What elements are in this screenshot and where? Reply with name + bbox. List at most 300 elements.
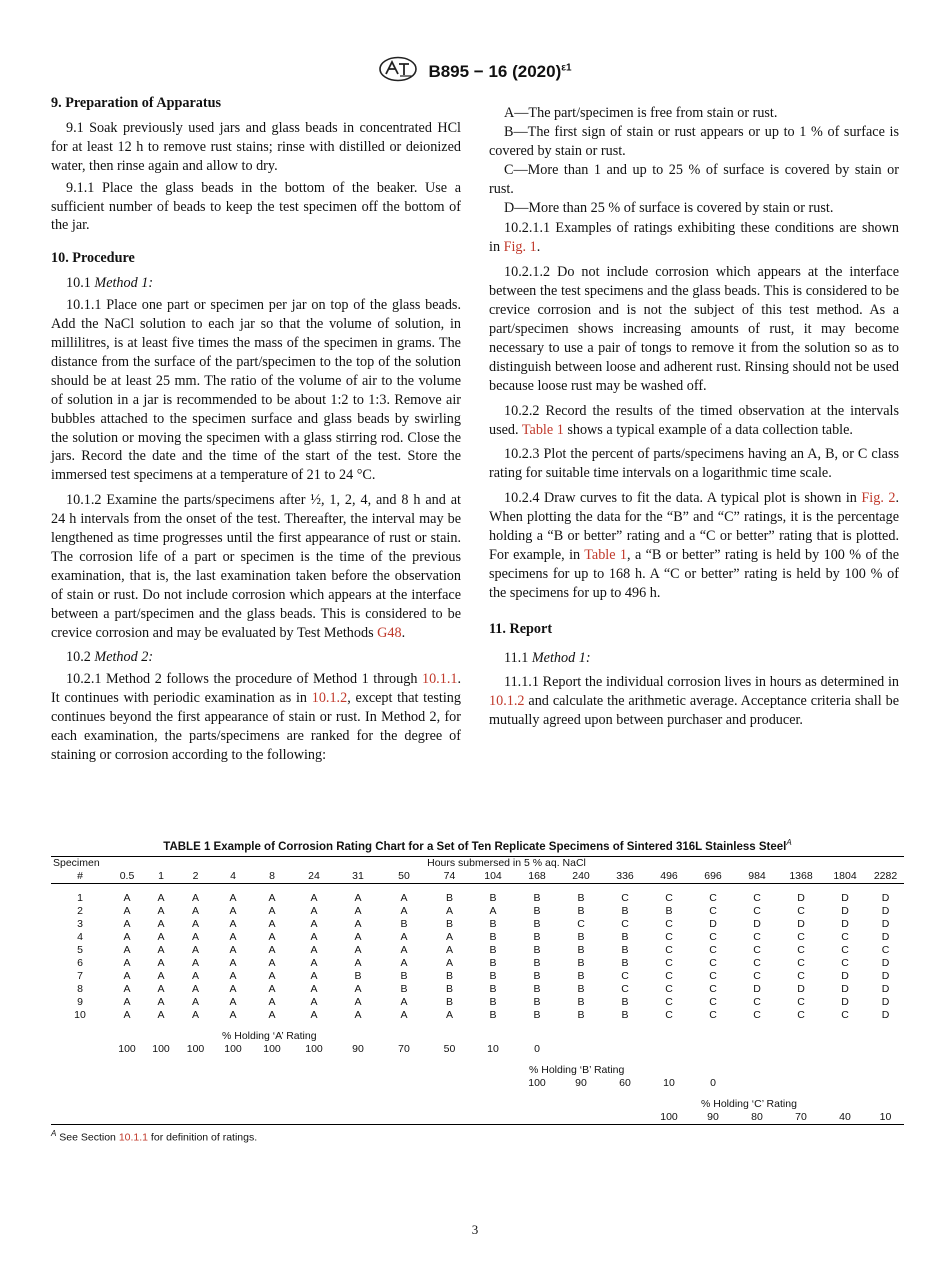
rating-cell: B [621,995,629,1008]
rating-cell: A [229,904,237,917]
holding-c-label-row [51,1098,904,1111]
rating-cell: C [665,956,673,969]
table-spacer [51,1022,904,1030]
rating-cell: B [489,1008,497,1021]
rating-cell: D [841,982,849,995]
rating-cell: A [229,917,237,930]
table-row [51,892,904,905]
rating-cell: B [577,943,585,956]
hours-col-header: 336 [603,870,647,884]
hours-header: Hours submersed in 5 % aq. NaCl [109,856,904,870]
rating-cell: C [665,969,673,982]
hours-col-header: 50 [380,870,428,884]
rating-cell: A [157,930,165,943]
spacer-cell [51,1022,904,1030]
rating-cell: B [533,891,541,904]
rating-cell: A [191,930,199,943]
rating-cell: C [665,891,673,904]
rating-cell: A [354,904,362,917]
para-10-1-2: 10.1.2 Examine the parts/specimens after ½, 1, 2, 4, and 8 h and at 24 h intervals from the onset of the test. Thereafter, the interval may be lengthened as time progresses until the first appearance of rust or stain. The corrosion life of a part or specimen is the time of the previous examination, that is, the last examination taken before the observation of stain or rust. Do not include corrosion which appears at the interface between a part/specimen and the glass beads. This is considered to be crevice corrosion and may be evaluated by Test Methods G48. [51,492,461,641]
para-10-1-1: 10.1.1 Place one part or specimen per jar on top of the glass beads. Add the NaCl solution to each jar so that the volume of solution, in millilitres, is at least five times the mass of the specimen in grams. The distance from the surface of the part/specimen to the top of the solution should be at least 25 mm. The ratio of the volume of air to the volume of solution in a jar is recommended to be about 1:2 to 1:3. Remove air bubbles attached to the specimen surface and glass beads by swirling the solution or moving the specimen with a glass stirring rod. Close the jars. Record the date and the time of the start of the test. Store the immersed test specimens at a temperature of 21 to 24 °C. [51,297,461,484]
hours-col-header: 984 [735,870,779,884]
rating-cell: C [665,1008,673,1021]
rating-cell: A [354,982,362,995]
rating-cell: A [400,943,408,956]
holding-b-value: 100 [528,1076,546,1089]
holding-a-value: 70 [398,1042,410,1055]
rating-cell: B [489,982,497,995]
hours-col-header: 8 [252,870,292,884]
rating-cell: A [400,995,408,1008]
rating-cell: A [445,1008,453,1021]
rating-cell: A [268,943,276,956]
table-row [51,996,904,1009]
rating-cell: D [881,969,890,982]
specimen-number: 7 [77,969,83,982]
rating-cell: B [533,1008,541,1021]
specimen-col-header: Specimen [51,856,109,870]
rating-cell: B [489,891,497,904]
specimen-number: 5 [77,943,83,956]
rating-cell: D [881,982,890,995]
rating-cell: A [268,917,276,930]
rating-a: A—The part/specimen is free from stain or rust. [504,105,778,121]
hours-col-header: 104 [471,870,515,884]
rating-cell: A [191,904,199,917]
hours-col-header: 2282 [867,870,904,884]
rating-cell: C [753,1008,761,1021]
rating-cell: B [489,995,497,1008]
rating-cell: A [310,969,318,982]
para-10-2-2: 10.2.2 Record the results of the timed observation at the intervals used. Table 1 shows a typical example of a data collection table. [489,402,899,438]
rating-cell: A [354,930,362,943]
rating-cell: A [191,982,199,995]
para-11-1-1: 11.1.1 Report the individual corrosion lives in hours as determined in 10.1.2 and calculate the arithmetic average. Acceptance criteria shall be mutually agreed upon between purchaser and producer. [489,674,899,729]
rating-cell: B [489,969,497,982]
table-row [51,1009,904,1022]
rating-cell: D [881,891,890,904]
rating-cell: A [157,1008,165,1021]
rating-cell: C [797,1008,805,1021]
rating-cell: A [310,930,318,943]
holding-c-value: 70 [779,1111,823,1125]
spacer-cell [51,1056,904,1064]
rating-cell: C [753,956,761,969]
hours-col-header: 24 [292,870,336,884]
hours-col-header: 496 [647,870,691,884]
table-row [51,944,904,957]
rating-cell: C [709,1008,717,1021]
rating-cell: C [709,982,717,995]
rating-cell: A [445,956,453,969]
holding-a-label: % Holding ‘A’ Rating [222,1029,317,1042]
section-9-title: 9. Preparation of Apparatus [51,95,221,111]
empty-cell [51,1111,647,1125]
specimen-number: 8 [77,982,83,995]
spacer-cell [51,883,904,892]
holding-b-value: 0 [710,1076,716,1089]
ref-10-1-2-link-2[interactable]: 10.1.2 [489,693,525,710]
rating-cell: A [123,891,131,904]
rating-cell: C [577,917,585,930]
specimen-number-header: # [51,870,109,884]
rating-cell: A [157,956,165,969]
rating-cell: C [665,943,673,956]
rating-cell: D [841,969,849,982]
rating-cell: A [123,995,131,1008]
rating-cell: A [229,1008,237,1021]
specimen-number: 10 [74,1008,86,1021]
rating-cell: D [881,904,890,917]
ref-10-1-1-link[interactable]: 10.1.1 [421,671,458,688]
holding-b-value: 10 [663,1076,675,1089]
ref-table1-link-2[interactable]: Table 1 [584,546,628,563]
rating-cell: D [797,917,805,930]
rating-cell: D [841,904,849,917]
empty-cell [51,1043,109,1056]
specimen-number: 9 [77,995,83,1008]
hours-col-header: 4 [214,870,252,884]
ref-fig1-link[interactable]: Fig. 1 [503,239,537,256]
specimen-number: 4 [77,930,83,943]
rating-cell: D [709,917,717,930]
empty-cell [51,1030,109,1043]
rating-cell: C [753,943,761,956]
rating-cell: A [400,930,408,943]
table-row [51,983,904,996]
rating-d: D—More than 25 % of surface is covered by stain or rust. [504,199,834,216]
rating-cell: A [400,891,408,904]
rating-cell: C [709,956,717,969]
table-spacer [51,1090,904,1098]
rating-cell: B [445,995,453,1008]
rating-cell: A [157,969,165,982]
rating-cell: B [577,956,585,969]
rating-cell: A [229,995,237,1008]
rating-cell: A [354,891,362,904]
para-10-2-4: 10.2.4 Draw curves to fit the data. A typical plot is shown in Fig. 2. When plotting the data for the “B” and “C” ratings, it is the percentage holding a “B or better” rating and a “C or better” rating that is plotted. For example, in Table 1, a “B or better” rating is held by 100 % of the specimens for up to 168 h. A “C or better” rating is held by 100 % of the specimens for up to 496 h. [489,490,899,601]
ref-fig2-link[interactable]: Fig. 2 [861,490,896,507]
rating-cell: C [841,1008,849,1021]
rating-cell: A [268,891,276,904]
rating-cell: A [229,956,237,969]
rating-cell: A [268,1008,276,1021]
rating-cell: C [709,904,717,917]
rating-cell: B [577,969,585,982]
holding-a-value: 90 [352,1042,364,1055]
rating-cell: C [753,904,761,917]
spacer-cell [51,1090,904,1098]
table-spacer [51,883,904,892]
hours-col-header: 1804 [823,870,867,884]
rating-cell: D [753,982,761,995]
rating-cell: A [354,995,362,1008]
specimen-number: 6 [77,956,83,969]
rating-cell: C [621,969,629,982]
rating-cell: A [157,995,165,1008]
rating-cell: B [400,982,408,995]
rating-cell: C [753,995,761,1008]
rating-cell: A [157,904,165,917]
holding-a-value: 100 [224,1042,242,1055]
rating-cell: D [881,930,890,943]
rating-cell: C [621,982,629,995]
table-spacer [51,1056,904,1064]
rating-cell: A [445,904,453,917]
empty-cell [735,1064,904,1077]
rating-cell: A [268,969,276,982]
hours-col-header: 240 [559,870,603,884]
rating-cell: A [229,930,237,943]
hours-col-header: 74 [428,870,471,884]
hours-col-header: 1 [145,870,177,884]
corrosion-rating-table [51,856,904,1125]
rating-cell: B [445,891,453,904]
rating-cell: C [709,930,717,943]
rating-cell: A [310,982,318,995]
holding-c-values-row [51,1111,904,1125]
empty-cell [735,1077,904,1090]
rating-cell: A [400,1008,408,1021]
rating-cell: D [841,917,849,930]
rating-cell: A [191,969,199,982]
specimen-number: 1 [77,891,83,904]
para-9-1: 9.1 Soak previously used jars and glass beads in concentrated HCl for at least 12 h to remove rust stains; rinse with distilled or deionized water, then rinse again and allow to dry. [51,119,461,174]
rating-cell: A [123,1008,131,1021]
para-10-2-1-2: 10.2.1.2 Do not include corrosion which appears at the interface between the test specimens and the glass beads. This is considered to be crevice corrosion and is not the subject of this test method. As a part/specimen shows increasing amounts of rust, it may become necessary to use a pair of tongs to remove it from the solution so as to distinguish between loose and adherent rust. Rinsing should not be used because loose rust may be washed off. [489,264,899,394]
rating-cell: A [157,943,165,956]
table-row [51,931,904,944]
rating-cell: A [123,982,131,995]
holding-a-value: 100 [186,1042,205,1055]
rating-cell: A [191,943,199,956]
rating-cell: A [229,891,237,904]
rating-cell: B [621,956,629,969]
rating-cell: A [400,956,408,969]
rating-cell: A [229,982,237,995]
rating-cell: B [445,917,453,930]
rating-cell: B [533,956,541,969]
rating-cell: B [533,917,541,930]
rating-cell: A [123,943,131,956]
holding-c-value: 10 [867,1111,904,1125]
hours-col-header: 2 [177,870,214,884]
holding-a-values-row [51,1043,904,1056]
table-row [51,970,904,983]
rating-cell: C [881,943,890,956]
holding-c-value: 80 [735,1111,779,1125]
epsilon-superscript: ε1 [561,61,572,73]
rating-cell: C [709,995,717,1008]
rating-cell: B [445,982,453,995]
rating-cell: A [123,956,131,969]
rating-cell: C [665,995,673,1008]
rating-cell: B [577,904,585,917]
holding-c-label: % Holding ‘C’ Rating [701,1097,797,1110]
rating-cell: A [123,930,131,943]
rating-cell: C [753,969,761,982]
rating-cell: A [489,904,497,917]
table-1 [51,838,904,1143]
rating-cell: D [881,917,890,930]
rating-cell: D [841,995,849,1008]
empty-cell [109,1030,214,1043]
holding-a-value: 0 [534,1042,540,1055]
page-number: 3 [471,1222,479,1237]
rating-cell: A [268,904,276,917]
rating-cell: A [445,930,453,943]
rating-cell: B [665,904,673,917]
rating-cell: A [123,969,131,982]
rating-cell: D [881,995,890,1008]
rating-cell: B [400,917,408,930]
holding-c-value: 100 [647,1111,691,1125]
para-11-1: 11.1 Method 1: [504,649,591,666]
rating-cell: A [310,1008,318,1021]
rating-cell: B [489,956,497,969]
rating-cell: B [533,982,541,995]
hours-col-header: 696 [691,870,735,884]
rating-cell: C [841,930,849,943]
rating-cell: D [881,956,890,969]
rating-cell: B [577,982,585,995]
rating-cell: A [229,943,237,956]
rating-cell: A [268,930,276,943]
empty-cell [428,1030,904,1043]
rating-cell: C [797,943,805,956]
rating-cell: B [533,943,541,956]
ref-10-1-1-footnote-link[interactable]: 10.1.1 [118,1131,149,1144]
holding-b-values-row [51,1077,904,1090]
holding-b-value: 90 [575,1076,587,1089]
rating-cell: A [354,1008,362,1021]
holding-a-value: 100 [263,1042,281,1055]
table-caption: TABLE 1 Example of Corrosion Rating Chart for a Set of Ten Replicate Specimens of Sintered 316L Stainless Steel$^A$ [163,838,792,853]
rating-cell: A [191,956,199,969]
rating-cell: B [621,904,629,917]
rating-cell: B [533,904,541,917]
rating-cell: A [191,1008,199,1021]
rating-cell: A [310,917,318,930]
rating-cell: A [268,982,276,995]
rating-cell: B [354,969,362,982]
para-10-2-1-1: 10.2.1.1 Examples of ratings exhibiting these conditions are shown in Fig. 1. [489,220,899,256]
rating-cell: A [310,995,318,1008]
rating-cell: B [621,943,629,956]
rating-cell: A [354,917,362,930]
table-row [51,957,904,970]
para-9-1-1: 9.1.1 Place the glass beads in the bottom of the beaker. Use a sufficient number of beads to keep the test specimen off the bottom of the jar. [51,179,461,234]
rating-cell: C [797,969,805,982]
rating-cell: A [354,956,362,969]
holding-c-value: 90 [691,1111,735,1125]
rating-cell: C [841,943,849,956]
rating-cell: C [753,891,761,904]
rating-cell: C [709,969,717,982]
astm-logo-icon [378,56,418,87]
holding-a-value: 100 [152,1042,170,1055]
rating-cell: D [841,891,849,904]
holding-a-value: 50 [443,1042,456,1055]
right-column [489,94,899,733]
rating-cell: B [621,930,629,943]
holding-b-label: % Holding ‘B’ Rating [529,1063,625,1076]
rating-cell: C [665,982,673,995]
ref-10-1-2-link[interactable]: 10.1.2 [311,690,348,707]
holding-a-value: 10 [487,1042,499,1055]
hours-col-header: 31 [336,870,380,884]
rating-cell: A [445,943,453,956]
rating-cell: C [797,995,805,1008]
rating-cell: C [621,917,629,930]
standard-designation: B895 − 16 $(2020)^{\varepsilon 1}$ [428,61,572,81]
rating-cell: B [400,969,408,982]
ref-g48-link[interactable]: G48 [377,624,402,641]
table-footnote: $^A$ See Section 10.1.1 for definition of ratings. [51,1128,258,1144]
rating-cell: B [577,1008,585,1021]
empty-cell [559,1043,904,1056]
rating-cell: C [709,891,717,904]
holding-a-value: 100 [305,1042,323,1055]
rating-cell: A [268,956,276,969]
holding-c-value: 40 [823,1111,867,1125]
rating-cell: A [191,891,199,904]
rating-cell: B [489,917,497,930]
holding-a-value: 100 [118,1042,136,1055]
hours-col-header: 168 [515,870,559,884]
rating-cell: A [400,904,408,917]
rating-cell: B [489,943,497,956]
section-11-title: 11. Report [489,620,553,637]
rating-cell: C [797,956,805,969]
rating-cell: B [577,930,585,943]
empty-cell [51,1098,691,1111]
rating-cell: B [489,930,497,943]
table-header-row-2 [51,870,904,884]
rating-cell: A [191,917,199,930]
rating-cell: A [354,943,362,956]
table-row [51,905,904,918]
rating-cell: C [665,930,673,943]
left-column [51,94,461,768]
rating-cell: B [533,969,541,982]
rating-cell: A [310,956,318,969]
rating-cell: C [665,917,673,930]
empty-cell [51,1064,515,1077]
rating-cell: B [533,930,541,943]
rating-cell: A [157,982,165,995]
empty-cell [51,1077,515,1090]
ref-table1-link[interactable]: Table 1 [521,421,564,438]
rating-cell: A [310,943,318,956]
rating-cell: A [191,995,199,1008]
para-10-1: 10.1 Method 1: [66,275,154,292]
rating-cell: D [753,917,761,930]
hours-col-header: 1368 [779,870,823,884]
rating-cell: C [621,891,629,904]
rating-cell: A [310,904,318,917]
rating-cell: C [797,930,805,943]
rating-cell: C [753,930,761,943]
para-10-2-1: 10.2.1 Method 2 follows the procedure of Method 1 through 10.1.1. It continues with periodic examination as in 10.1.2, except that testing continues beyond the first appearance of stain or rust. In Method 2, for each examination, the parts/specimens are ranked for the degree of staining or corrosion according to the following: [51,671,461,763]
rating-cell: A [157,891,165,904]
rating-b: B—The first sign of stain or rust appears or up to 1 % of surface is covered by stain or rust. [489,123,899,159]
rating-cell: A [268,995,276,1008]
rating-cell: D [797,982,805,995]
hours-col-header: 0.5 [109,870,145,884]
rating-cell: B [533,995,541,1008]
rating-cell: B [621,1008,629,1021]
